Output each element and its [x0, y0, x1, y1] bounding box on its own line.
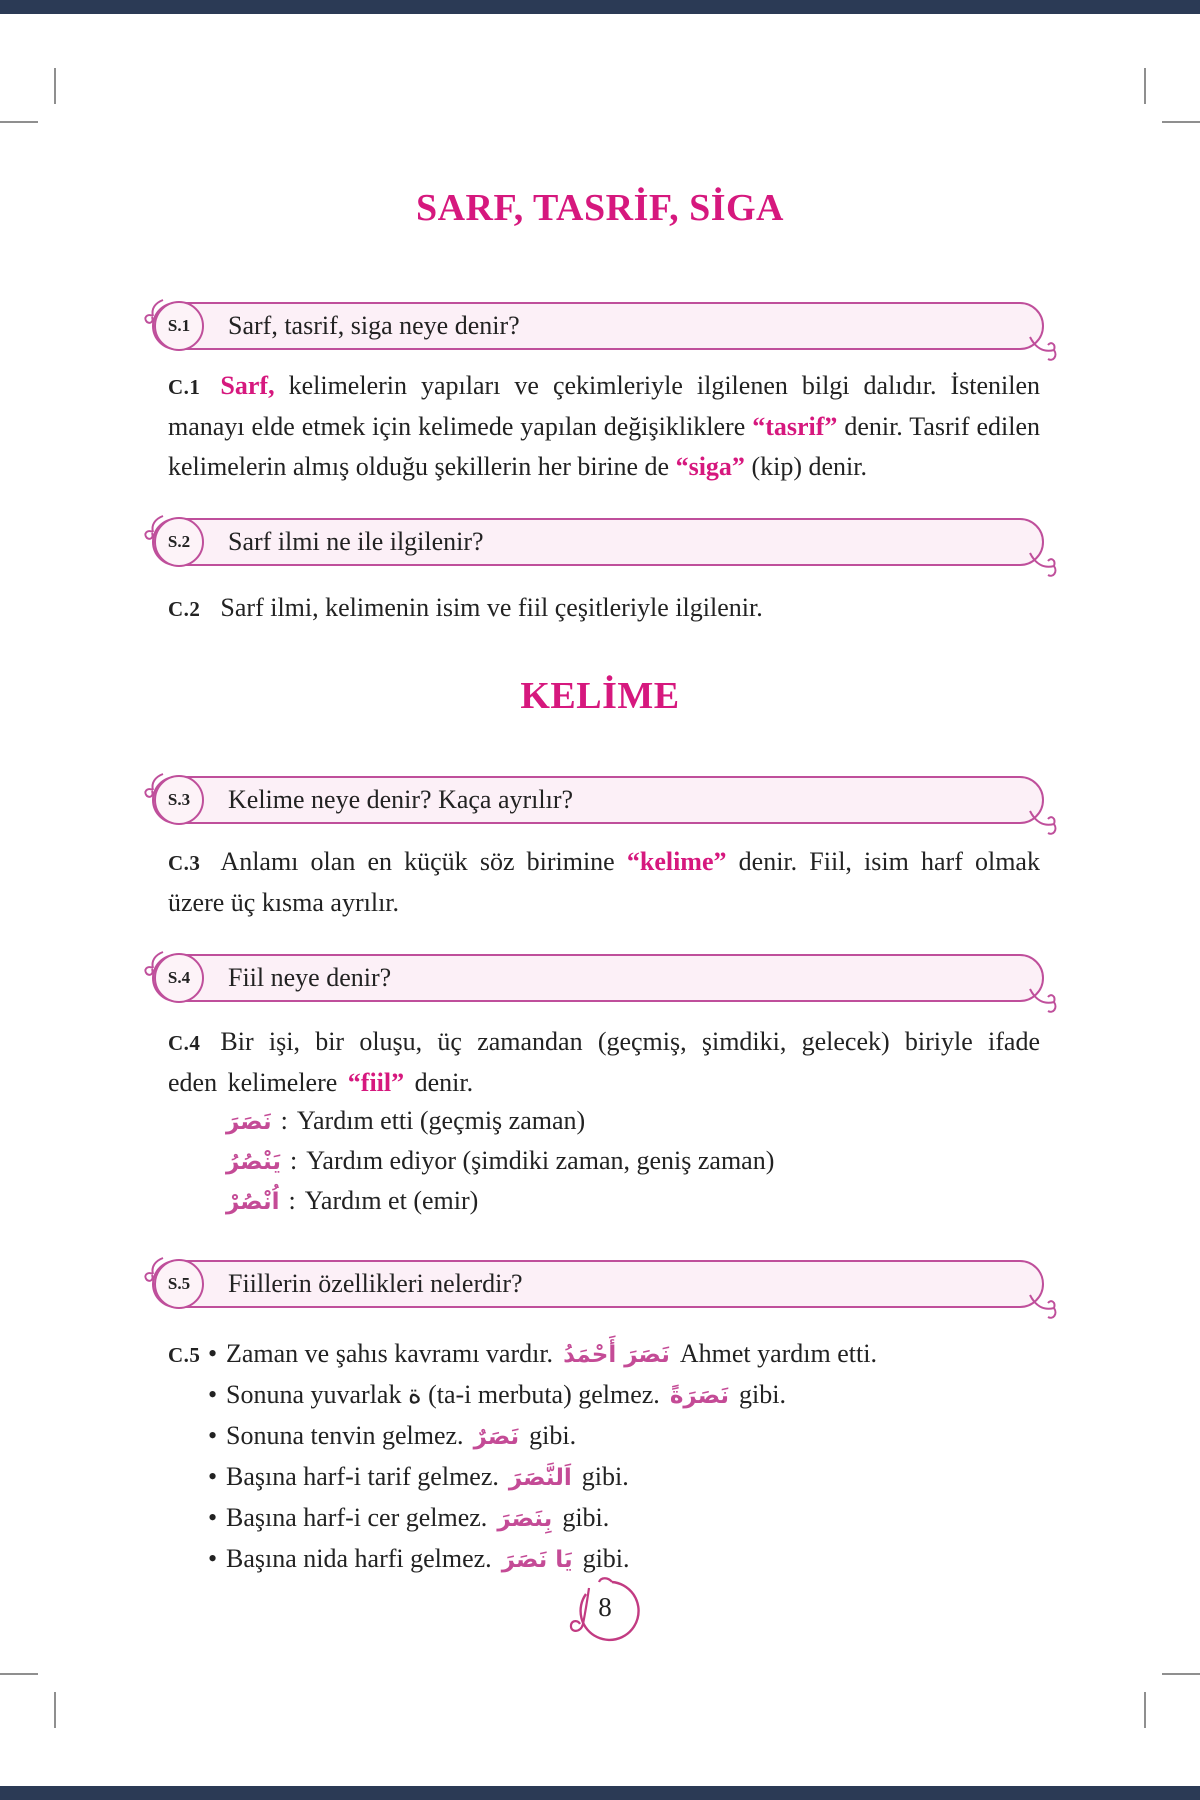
arabic-word: نَصَرَةً [669, 1383, 729, 1409]
answer-label: C.1 [168, 375, 201, 399]
answer-highlight: “tasrif” [752, 412, 838, 441]
bullet-row [208, 1416, 1048, 1457]
bullet-row [168, 1334, 1048, 1375]
arabic-word: نَصَرٌ [473, 1424, 520, 1450]
answer-c4 [168, 1022, 1040, 1103]
translation-text: Yardım ediyor (şimdiki zaman, geniş zaman) [306, 1146, 775, 1175]
question-badge: S.1 [154, 301, 204, 351]
bullet-text: Başına nida harfi gelmez. [226, 1544, 492, 1573]
question-box-s2 [152, 518, 1044, 566]
flourish-right-icon [1028, 1293, 1060, 1323]
question-box-s5 [152, 1260, 1044, 1308]
answer-text: denir. Fiil, isim harf olmak üzere üç kısma ayrılır. [168, 847, 1040, 917]
translation-text: Yardım et (emir) [304, 1186, 479, 1215]
crop-mark [1162, 1673, 1200, 1675]
answer-text: (kip) denir. [744, 452, 867, 481]
answer-c5 [168, 1334, 1048, 1580]
crop-mark [1144, 68, 1146, 104]
crop-mark [54, 1692, 56, 1728]
answer-text: Anlamı olan en küçük söz birimine [220, 847, 627, 876]
crop-mark [0, 121, 38, 123]
conjugation-example-list [226, 1106, 1026, 1226]
bullet-text: Başına harf-i tarif gelmez. [226, 1462, 499, 1491]
bottom-edge-bar [0, 1786, 1200, 1800]
separator: : [280, 1106, 288, 1135]
arabic-word: يَنْصُرُ [226, 1149, 281, 1175]
bullet-text: Başına harf-i cer gelmez. [226, 1503, 488, 1532]
flourish-right-icon [1028, 551, 1060, 581]
flourish-right-icon [1028, 335, 1060, 365]
answer-highlight: Sarf, [220, 371, 275, 400]
bullet-row [208, 1498, 1048, 1539]
question-text: Sarf ilmi ne ile ilgilenir? [228, 527, 484, 556]
question-badge: S.5 [154, 1259, 204, 1309]
bullet-text: gibi. [562, 1503, 610, 1532]
bullet-row [208, 1375, 1048, 1416]
bullet-text: Sonuna yuvarlak ة (ta-i merbuta) gelmez. [226, 1380, 660, 1409]
question-text: Sarf, tasrif, siga neye denir? [228, 311, 520, 340]
question-badge: S.2 [154, 517, 204, 567]
separator: : [290, 1146, 298, 1175]
answer-text: denir. [404, 1068, 474, 1097]
page-number: 8 [598, 1592, 612, 1622]
answer-c3 [168, 842, 1040, 923]
crop-mark [1144, 1692, 1146, 1728]
bullet-dot: • [208, 1421, 218, 1450]
arabic-word: اَلنَّصَرَ [508, 1465, 572, 1491]
arabic-word: بِنَصَرَ [497, 1506, 553, 1532]
answer-text: denir. Tasrif edilen kelimelerin almış olduğu şekillerin her birine de [168, 412, 1040, 481]
bullet-text: gibi. [529, 1421, 577, 1450]
answer-highlight: “siga” [675, 452, 745, 481]
flourish-right-icon [1028, 987, 1060, 1017]
answer-label: C.5 [168, 1343, 201, 1367]
answer-label: C.3 [168, 851, 201, 875]
crop-mark [0, 1673, 38, 1675]
question-badge: S.4 [154, 953, 204, 1003]
bullet-row [208, 1457, 1048, 1498]
arabic-word: نَصَرَ [226, 1109, 272, 1135]
conjugation-example-row [226, 1146, 1026, 1186]
question-badge: S.3 [154, 775, 204, 825]
flourish-right-icon [1028, 809, 1060, 839]
answer-highlight: “kelime” [626, 847, 727, 876]
section-title-sarf-tasrif-siga: SARF, TASRİF, SİGA [415, 187, 785, 229]
bullet-text: Zaman ve şahıs kavramı vardır. [226, 1339, 554, 1368]
answer-label: C.2 [168, 597, 201, 621]
answer-text: Sarf ilmi, kelimenin isim ve fiil çeşitleriyle ilgilenir. [220, 593, 763, 622]
question-text: Fiillerin özellikleri nelerdir? [228, 1269, 523, 1298]
arabic-word: نَصَرَ أَحْمَدُ [563, 1342, 670, 1368]
answer-text: Bir işi, bir oluşu, üç zamandan (geçmiş, şimdiki, gelecek) biriyle ifade eden kelimelere [168, 1027, 1040, 1097]
question-text: Kelime neye denir? Kaça ayrılır? [228, 785, 574, 814]
bullet-text: gibi. [739, 1380, 786, 1409]
answer-highlight: “fiil” [347, 1068, 405, 1097]
bullet-dot: • [208, 1462, 218, 1491]
crop-mark [54, 68, 56, 104]
answer-c1 [168, 366, 1040, 487]
bullet-text: gibi. [581, 1462, 629, 1491]
question-box-s1 [152, 302, 1044, 350]
crop-mark [1162, 121, 1200, 123]
question-text: Fiil neye denir? [228, 963, 392, 992]
top-edge-bar [0, 0, 1200, 14]
bullet-text: Sonuna tenvin gelmez. [226, 1421, 464, 1450]
bullet-dot: • [208, 1544, 218, 1573]
translation-text: Yardım etti (geçmiş zaman) [296, 1106, 586, 1135]
bullet-text: gibi. [582, 1544, 630, 1573]
bullet-dot: • [208, 1380, 218, 1409]
question-box-s3 [152, 776, 1044, 824]
page-number-block [556, 1574, 652, 1664]
bullet-dot: • [208, 1503, 218, 1532]
question-box-s4 [152, 954, 1044, 1002]
answer-c2 [168, 588, 1040, 629]
arabic-word: اُنْصُرْ [226, 1189, 280, 1215]
separator: : [288, 1186, 296, 1215]
arabic-word: يَا نَصَرَ [501, 1547, 573, 1573]
answer-label: C.4 [168, 1031, 201, 1055]
bullet-text: Ahmet yardım etti. [679, 1339, 877, 1368]
conjugation-example-row [226, 1106, 1026, 1146]
bullet-dot: • [208, 1339, 218, 1368]
conjugation-example-row [226, 1186, 1026, 1226]
section-title-kelime: KELİME [520, 675, 680, 717]
answer-text: kelimelerin yapıları ve çekimleriyle ilgilenen bilgi dalıdır. İstenilen manayı elde etmek için kelimede yapılan değişikliklere [168, 371, 1040, 441]
